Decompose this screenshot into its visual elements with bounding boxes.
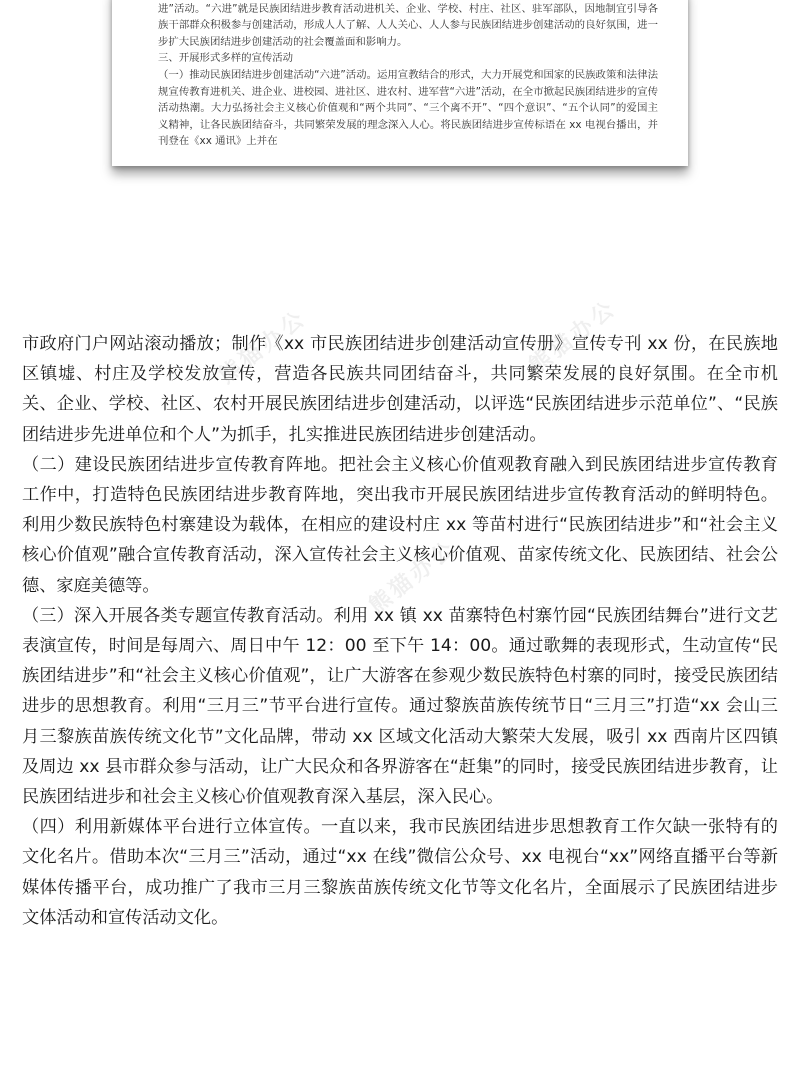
body-paragraph: （四）利用新媒体平台进行立体宣传。一直以来，我市民族团结进步思想教育工作欠缺一张特有的文化名片。借助本次“三月三”活动，通过“xx 在线”微信公众号、xx 电视台“xx”网络直播平台等新媒体传播平台，成功推广了我市三月三黎族苗族传统文化节等文化名片，全面展示了民族团结进步文体活动和宣传活动文化。 — [22, 817, 778, 928]
preview-paragraph: 进”活动。“六进”就是民族团结进步教育活动进机关、企业、学校、村庄、社区、驻军部队，因地制宜引导各族干部群众积极参与创建活动，形成人人了解、人人关心、人人参与民族团结进步创建活动的良好氛围，进一步扩大民族团结进步创建活动的社会覆盖面和影响力。 — [158, 2, 658, 48]
preview-heading: 三、开展形式多样的宣传活动 — [158, 52, 294, 65]
document-preview-card — [112, 0, 688, 166]
document-body — [22, 329, 778, 933]
body-paragraph: （三）深入开展各类专题宣传教育活动。利用 xx 镇 xx 苗寨特色村寨竹园“民族团结舞台”进行文艺表演宣传，时间是每周六、周日中午 12：00 至下午 14：00。通过歌舞的表现形式，生动宣传“民族团结进步”和“社会主义核心价值观”，让广大游客在参观少数民族特色村寨的同时，接受民族团结进步的思想教育。利用“三月三”节平台进行宣传。通过黎族苗族传统节日“三月三”打造“xx 会山三月三黎族苗族传统文化节”文化品牌，带动 xx 区域文化活动大繁荣大发展，吸引 xx 西南片区四镇及周边 xx 县市群众参与活动，让广大民众和各界游客在“赶集”的同时，接受民族团结进步教育，让民族团结进步和社会主义核心价值观教育深入基层，深入民心。 — [22, 605, 778, 808]
body-paragraph: 市政府门户网站滚动播放；制作《xx 市民族团结进步创建活动宣传册》宣传专刊 xx 份，在民族地区镇墟、村庄及学校发放宣传，营造各民族共同团结奋斗，共同繁荣发展的良好氛围。在全市机关、企业、学校、社区、农村开展民族团结进步创建活动，以评选“民族团结进步示范单位”、“民族团结进步先进单位和个人”为抓手，扎实推进民族团结进步创建活动。 — [22, 334, 778, 445]
body-paragraph: （二）建设民族团结进步宣传教育阵地。把社会主义核心价值观教育融入到民族团结进步宣传教育工作中，打造特色民族团结进步教育阵地，突出我市开展民族团结进步宣传教育活动的鲜明特色。利用少数民族特色村寨建设为载体，在相应的建设村庄 xx 等苗村进行“民族团结进步”和“社会主义核心价值观”融合宣传教育活动，深入宣传社会主义核心价值观、苗家传统文化、民族团结、社会公德、家庭美德等。 — [22, 454, 778, 596]
watermark: 熊猫办公 — [214, 305, 312, 389]
watermark: 熊猫办公 — [364, 535, 462, 619]
watermark: 熊猫办公 — [524, 295, 622, 379]
preview-text — [112, 0, 688, 150]
preview-paragraph: （一）推动民族团结进步创建活动“六进”活动。运用宣教结合的形式，大力开展党和国家的民族政策和法律法规宣传教育进机关、进企业、进校园、进社区、进农村、进军营“六进”活动，在全市掀起民族团结进步的宣传活动热潮。大力弘扬社会主义核心价值观和“两个共同”、“三个离不开”、“四个意识”、“五个认同”的爱国主义精神，让各民族团结奋斗，共同繁荣发展的理念深入人心。将民族团结进步宣传标语在 xx 电视台播出，并刊登在《xx 通讯》上并在 — [158, 68, 658, 148]
